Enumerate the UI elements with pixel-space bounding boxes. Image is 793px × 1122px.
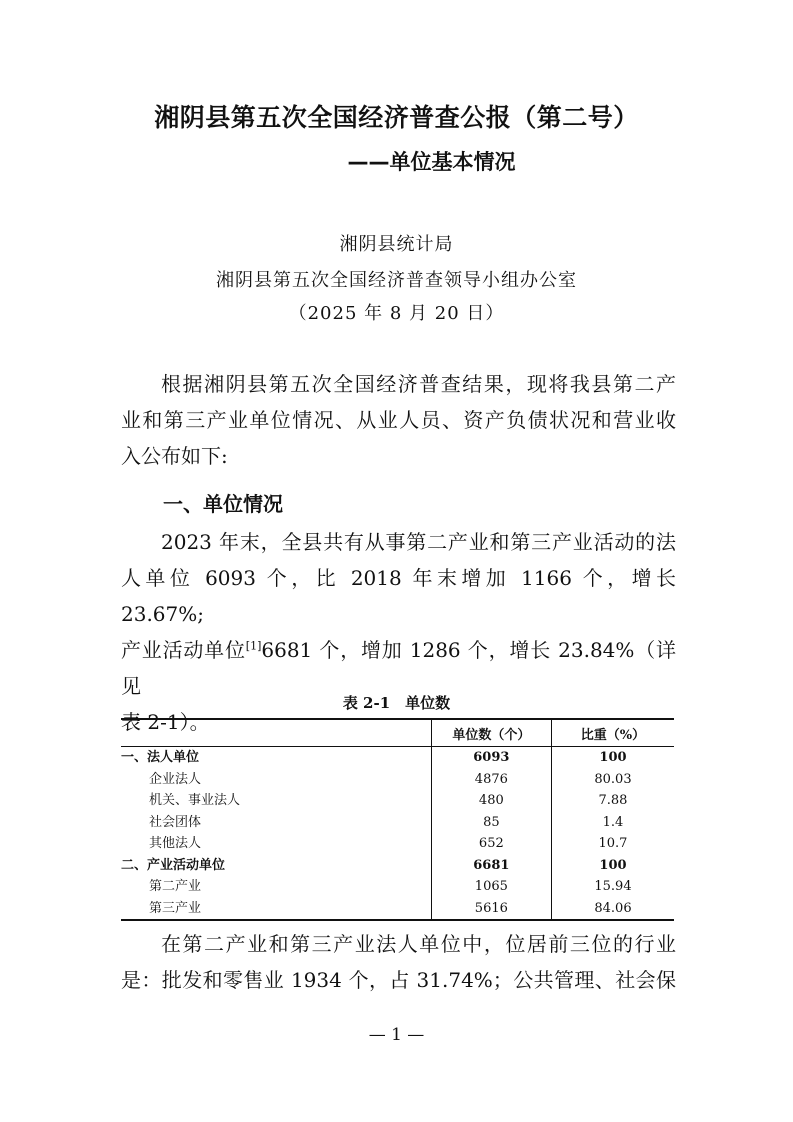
units-line-2: 人单位 6093 个，比 2018 年末增加 1166 个，增长 23.67%; (121, 566, 676, 626)
intro-line-3: 入公布如下: (121, 444, 228, 468)
table-row (121, 876, 674, 898)
table-row (121, 747, 674, 769)
closing-line-1: 在第二产业和第三产业法人单位中，位居前三位的行业 (161, 932, 676, 956)
intro-line-1: 根据湘阴县第五次全国经济普查结果，现将我县第二产 (161, 372, 676, 396)
row-name: 社会团体 (149, 814, 202, 830)
row-share: 1.4 (551, 812, 674, 834)
row-name: 企业法人 (149, 771, 202, 787)
row-count: 5616 (431, 898, 551, 921)
row-share: 100 (551, 747, 674, 769)
closing-line-2: 是：批发和零售业 1934 个，占 31.74%；公共管理、社会保 (121, 968, 676, 992)
table-row (121, 833, 674, 855)
document-subtitle: ——单位基本情况 (347, 150, 516, 174)
issuer-office: 湘阴县第五次全国经济普查领导小组办公室 (216, 270, 577, 291)
issue-date: （2025 年 8 月 20 日） (288, 303, 505, 324)
table-row (121, 812, 674, 834)
table-caption: 表 2-1 单位数 (342, 694, 451, 712)
page-number: — 1 — (368, 1025, 425, 1045)
section-heading-units: 一、单位情况 (163, 492, 283, 516)
row-name: 一、法人单位 (121, 750, 200, 765)
units-line-3-b: 6681 个，增加 1286 个，增长 23.84%（详见 (121, 638, 676, 698)
row-count: 6681 (431, 855, 551, 877)
table-row (121, 790, 674, 812)
table-row (121, 769, 674, 791)
units-line-3-a: 产业活动单位 (121, 638, 246, 662)
intro-line-2: 业和第三产业单位情况、从业人员、资产负债状况和营业收 (121, 408, 676, 432)
document-title: 湘阴县第五次全国经济普查公报（第二号） (154, 103, 639, 132)
units-line-4: 表 2-1）。 (121, 710, 210, 734)
row-share: 10.7 (551, 833, 674, 855)
closing-paragraph (121, 926, 676, 998)
row-name: 机关、事业法人 (149, 793, 241, 808)
row-count: 85 (431, 812, 551, 834)
row-name: 二、产业活动单位 (121, 857, 226, 873)
row-share: 100 (551, 855, 674, 877)
table-row (121, 855, 674, 877)
row-share: 84.06 (551, 898, 674, 921)
row-count: 4876 (431, 769, 551, 791)
table-row (121, 898, 674, 921)
row-count: 1065 (431, 876, 551, 898)
row-count: 480 (431, 790, 551, 812)
units-line-1: 2023 年末，全县共有从事第二产业和第三产业活动的法 (161, 530, 676, 554)
row-name: 第二产业 (149, 879, 202, 894)
issuer-bureau: 湘阴县统计局 (339, 234, 454, 255)
header-share: 比重（%） (551, 719, 674, 747)
row-count: 652 (431, 833, 551, 855)
row-name: 其他法人 (149, 836, 202, 851)
table-header-row (121, 719, 674, 747)
row-name: 第三产业 (121, 898, 431, 921)
footnote-marker-1[interactable]: [1] (245, 639, 262, 653)
header-count: 单位数（个） (431, 719, 551, 747)
intro-paragraph (121, 366, 676, 474)
units-table (121, 718, 674, 921)
header-name (121, 719, 431, 747)
row-count: 6093 (431, 747, 551, 769)
row-share: 7.88 (551, 790, 674, 812)
row-share: 15.94 (551, 876, 674, 898)
row-share: 80.03 (551, 769, 674, 791)
